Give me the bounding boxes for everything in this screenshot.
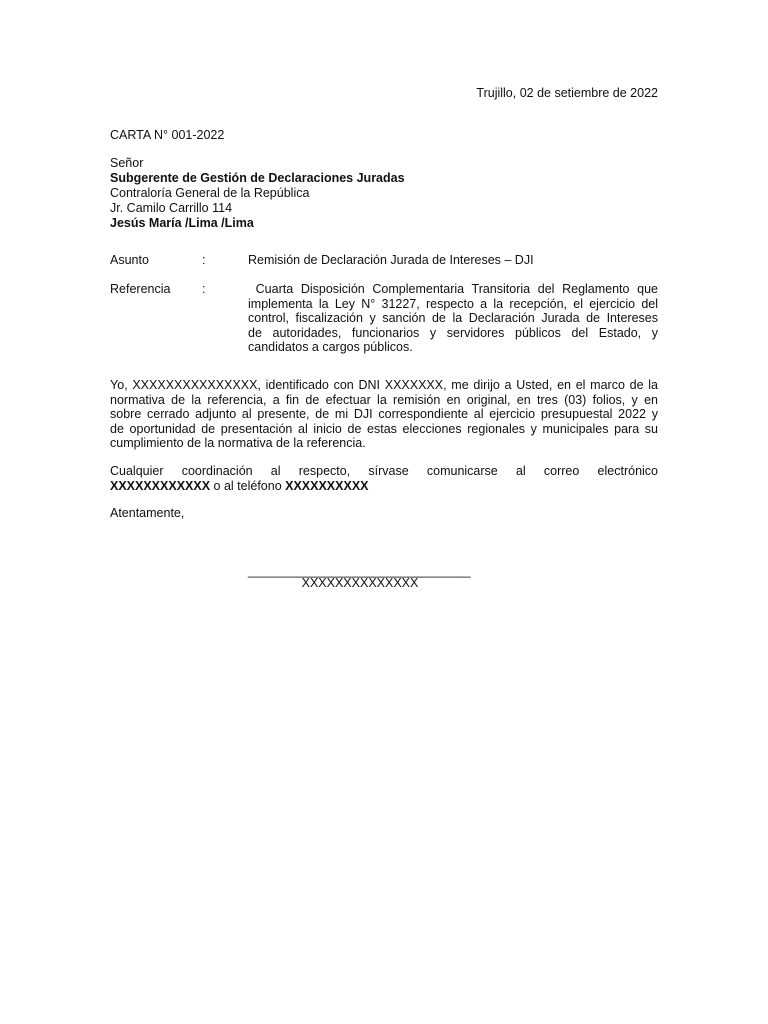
closing: Atentamente, <box>110 506 185 520</box>
salutation: Señor <box>110 156 144 170</box>
recipient-block <box>110 156 405 231</box>
email-placeholder: XXXXXXXXXXXX <box>110 478 211 493</box>
reference-line: candidatos a cargos públicos. <box>248 340 413 355</box>
paragraph-line: cumplimiento de la normativa de la referencia. <box>110 436 366 451</box>
reference-line: control, fiscalización y sanción de la Declaración Jurada de Intereses <box>248 311 658 326</box>
paragraph-line: sobre cerrado adjunto al presente, de mi DJI correspondiente al ejercicio presupuestal 2022 y <box>110 407 658 422</box>
paragraph-line: normativa de la referencia, a fin de efectuar la remisión en original, en tres (03) folios, y en <box>110 392 658 407</box>
subject-text: Remisión de Declaración Jurada de Intereses – DJI <box>248 253 534 267</box>
subject-label: Asunto <box>110 253 149 267</box>
paragraph-line: de oportunidad de presentación al inicio de estas elecciones regionales y municipales para su <box>110 421 658 436</box>
carta-number: CARTA N° 001-2022 <box>110 128 225 142</box>
reference-colon: : <box>202 282 206 296</box>
subject-colon: : <box>202 253 206 267</box>
recipient-position: Subgerente de Gestión de Declaraciones Juradas <box>110 171 405 185</box>
body-paragraph-2 <box>110 464 658 493</box>
reference-text <box>248 282 658 355</box>
phone-connector: o al teléfono <box>210 478 286 493</box>
recipient-street: Jr. Camilo Carrillo 114 <box>110 201 233 215</box>
body-paragraph-1 <box>110 378 658 451</box>
paragraph-line: Cualquier coordinación al respecto, sírvase comunicarse al correo electrónico <box>110 464 658 478</box>
date-line: Trujillo, 02 de setiembre de 2022 <box>476 86 658 100</box>
subject-row <box>110 253 658 269</box>
paragraph-line: Yo, XXXXXXXXXXXXXXX, identificado con DNI XXXXXXX, me dirijo a Usted, en el marco de la <box>110 378 658 392</box>
signature-name: XXXXXXXXXXXXXX <box>301 576 419 590</box>
reference-line: implementa la Ley N° 31227, respecto a la recepción, el ejercicio del <box>248 296 658 311</box>
reference-label: Referencia <box>110 282 171 296</box>
signature-line: ________________________________ <box>248 564 471 578</box>
reference-line: Cuarta Disposición Complementaria Transitoria del Reglamento que <box>248 282 658 296</box>
recipient-city: Jesús María /Lima /Lima <box>110 216 254 230</box>
contact-line <box>110 479 658 494</box>
recipient-organization: Contraloría General de la República <box>110 186 310 200</box>
reference-line: de autoridades, funcionarios y servidores públicos del Estado, y <box>248 325 658 340</box>
phone-placeholder: XXXXXXXXXX <box>285 478 369 493</box>
